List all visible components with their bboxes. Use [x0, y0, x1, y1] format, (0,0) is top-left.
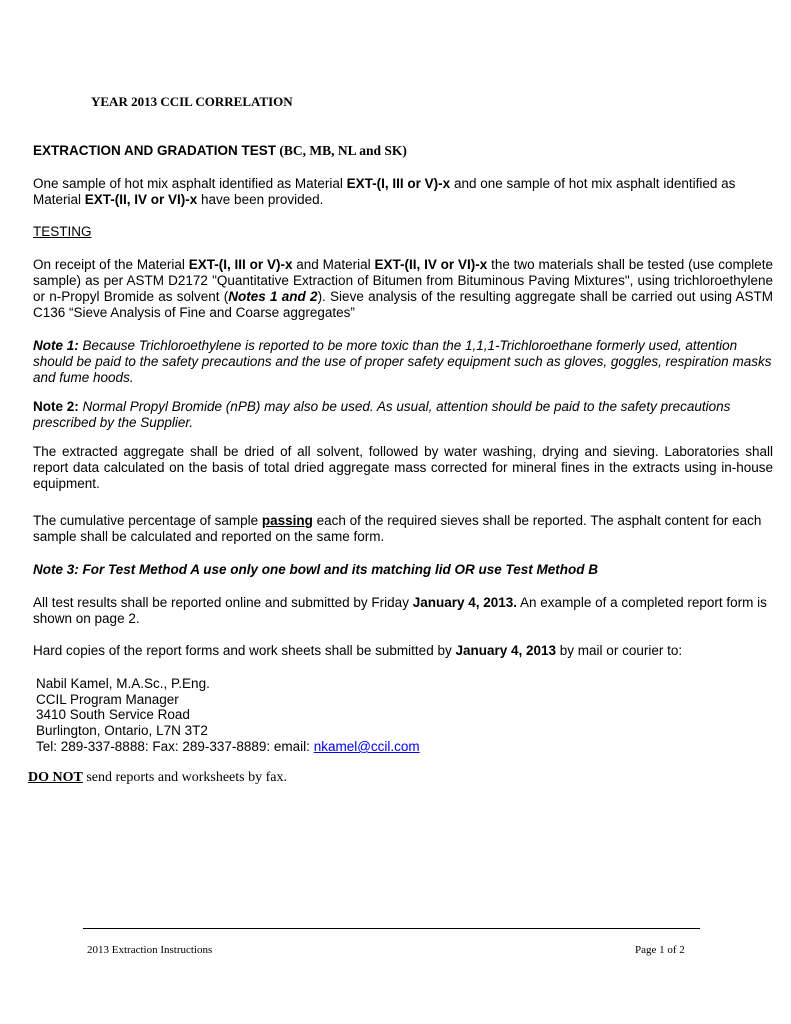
testing-text-4: ). Sieve analysis of the resulting aggregate shall be carried out using ASTM C136 “Sieve Analysis of Fine and Coarse aggregates”	[33, 289, 773, 320]
heading-test-name: EXTRACTION AND GRADATION TEST	[33, 143, 276, 158]
cumulative-paragraph	[33, 513, 773, 545]
intro-paragraph	[33, 176, 773, 208]
note-1	[33, 338, 773, 386]
testing-heading: TESTING	[33, 224, 92, 239]
fax-warning-text: send reports and worksheets by fax.	[82, 770, 287, 785]
footer-divider	[83, 928, 700, 929]
document-title: YEAR 2013 CCIL CORRELATION	[91, 94, 293, 109]
contact-numbers: Tel: 289-337-8888: Fax: 289-337-8889: email:	[36, 739, 314, 754]
testing-material-odd: EXT-(I, III or V)-x	[188, 257, 293, 272]
address-street: 3410 South Service Road	[36, 707, 190, 722]
material-id-even: EXT-(II, IV or VI)-x	[84, 192, 198, 207]
testing-text-1: On receipt of the Material	[33, 257, 189, 272]
testing-paragraph	[33, 257, 773, 321]
online-text-1: All test results shall be reported online and submitted by Friday	[33, 595, 413, 610]
testing-text-2: and Material	[292, 257, 375, 272]
hardcopy-text-1: Hard copies of the report forms and work sheets shall be submitted by	[33, 643, 456, 658]
intro-text-1: One sample of hot mix asphalt identified as Material	[33, 176, 347, 191]
footer-document-name: 2013 Extraction Instructions	[87, 944, 213, 956]
note-3: Note 3: For Test Method A use only one bowl and its matching lid OR use Test Method B	[33, 562, 599, 577]
footer-page-number: Page 1 of 2	[635, 944, 685, 956]
notes-reference: Notes 1 and 2	[228, 289, 318, 304]
online-paragraph	[33, 595, 773, 627]
address-name: Nabil Kamel, M.A.Sc., P.Eng.	[36, 676, 210, 691]
note-2-label: Note 2:	[33, 399, 79, 414]
hardcopy-paragraph	[33, 643, 773, 659]
address-role: CCIL Program Manager	[36, 692, 179, 707]
cumulative-text-2: each of the required sieves shall be reported. The asphalt content for each sample shall be calculated and reported on the same form.	[33, 513, 762, 544]
testing-material-even: EXT-(II, IV or VI)-x	[374, 257, 488, 272]
hardcopy-deadline: January 4, 2013	[455, 643, 557, 658]
address-city: Burlington, Ontario, L7N 3T2	[36, 723, 208, 738]
material-id-odd: EXT-(I, III or V)-x	[346, 176, 451, 191]
address-contact	[36, 739, 420, 755]
intro-text-3: have been provided.	[197, 192, 324, 207]
online-text-2: An example of a completed report form is shown on page 2.	[33, 595, 767, 626]
cumulative-text-1: The cumulative percentage of sample	[33, 513, 262, 528]
section-heading	[33, 143, 773, 159]
fax-warning	[28, 770, 768, 786]
passing-emphasis: passing	[261, 513, 313, 528]
intro-text-2: and one sample of hot mix asphalt identified as Material	[33, 176, 736, 207]
note-2-text: Normal Propyl Bromide (nPB) may also be used. As usual, attention should be paid to the safety precautions prescribed by the Supplier.	[33, 399, 731, 430]
hardcopy-text-2: by mail or courier to:	[556, 643, 683, 658]
email-link[interactable]: nkamel@ccil.com	[313, 739, 420, 754]
note-1-text: Because Trichloroethylene is reported to be more toxic than the 1,1,1-Trichloroethane formerly used, attention should be paid to the safety precautions and the use of proper safety equipment such as gloves, goggles, respiration masks and fume hoods.	[33, 338, 772, 385]
heading-provinces: (BC, MB, NL and SK)	[279, 143, 407, 158]
do-not-emphasis: DO NOT	[28, 770, 83, 785]
note-2	[33, 399, 773, 431]
drying-paragraph: The extracted aggregate shall be dried of all solvent, followed by water washing, drying and sieving. Laboratories shall report data calculated on the basis of total dried aggregate mass corrected for mineral fines in the extracts using in-house equipment.	[33, 444, 773, 491]
testing-text-3: the two materials shall be tested (use complete sample) as per ASTM D2172 "Quantitative Extraction of Bitumen from Bituminous Paving Mixtures", using trichloroethylene or n-Propyl Bromide as solvent (	[33, 257, 774, 304]
note-1-label: Note 1:	[33, 338, 79, 353]
online-deadline: January 4, 2013.	[412, 595, 518, 610]
